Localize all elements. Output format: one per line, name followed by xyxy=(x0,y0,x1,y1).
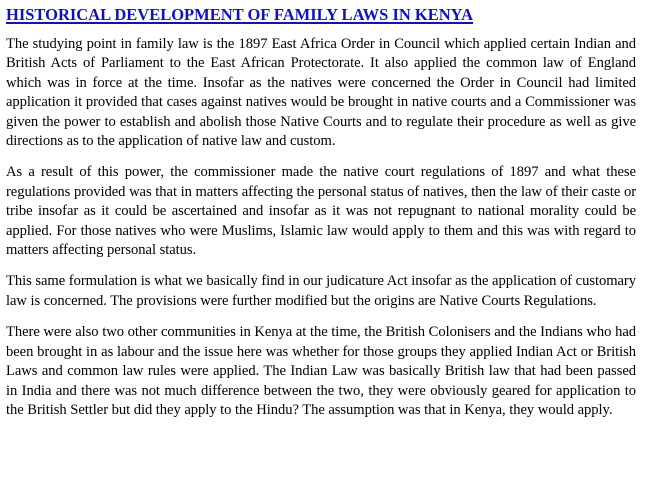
paragraph-order-in-council: The studying point in family law is the 1897 East Africa Order in Council which applied certain Indian and British Acts of Parliament to the East African Protectorate. It also applied the common law of England which was in force at the time. Insofar as the natives were concerned the Order in Council had limited application it provided that cases against natives would be brought in native courts and a Commissioner was given the power to establish and abolish those Native Courts and to regulate their procedure as well as give directions as to the application of native law and custom. xyxy=(6,36,636,150)
paragraph-native-court-regulations: As a result of this power, the commissioner made the native court regulations of 1897 and what these regulations provided was that in matters affecting the personal status of natives, then the law of their caste or tribe insofar as it could be ascertained and insofar as it was not repugnant to national morality could be applied. For those natives who were Muslims, Islamic law would apply to them and this was with regard to matters affecting personal status. xyxy=(6,164,636,259)
paragraph-other-communities: There were also two other communities in Kenya at the time, the British Colonisers and the Indians who had been brought in as labour and the issue here was whether for those groups they applied Indian Act or British Laws and common law rules were applied. The Indian Law was basically British law that had been passed in India and there was not much difference between the two, they were obviously geared for application to the British Settler but did they apply to the Hindu? The assumption was that in Kenya, they would apply. xyxy=(6,324,636,418)
document-page xyxy=(6,4,636,420)
paragraph-judicature-act: This same formulation is what we basically find in our judicature Act insofar as the application of customary law is concerned. The provisions were further modified but the origins are Native Courts Regulations. xyxy=(6,273,636,309)
document-title: HISTORICAL DEVELOPMENT OF FAMILY LAWS IN KENYA xyxy=(6,5,473,24)
